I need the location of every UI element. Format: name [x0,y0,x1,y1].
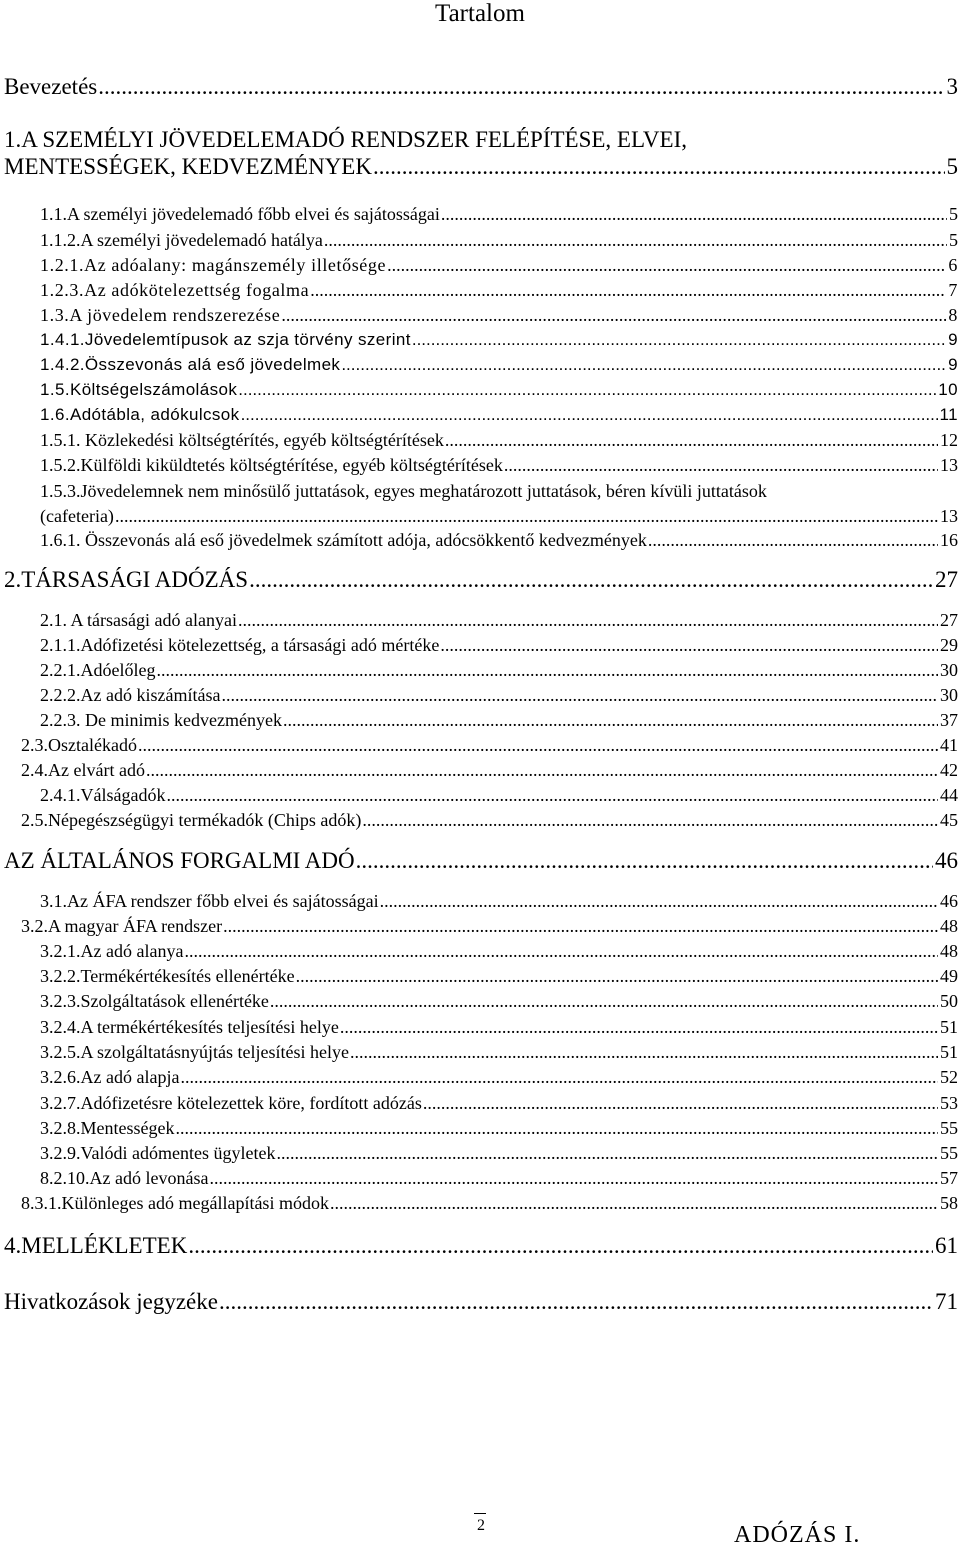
toc-entry-label: 1.5.3.Jövedelemnek nem minősülő juttatások, egyes meghatározott juttatások, béren kívüli juttatások [40,481,767,501]
toc-entry-label: 1.5.1. Közlekedési költségtérítés, egyéb költségtérítések [40,430,444,450]
toc-entry[interactable] [40,454,958,476]
toc-leader-dots [440,634,938,656]
toc-page-number: 58 [940,1193,958,1213]
toc-entry[interactable] [40,304,958,326]
toc-entry-label: 1.2.1.Az adóalany: magánszemély illetősége [40,255,387,275]
toc-entry-chapter-2[interactable] [4,567,958,593]
toc-entry-chapter-3[interactable] [4,848,958,874]
toc-leader-dots [238,379,936,401]
toc-leader-dots [373,154,945,180]
toc-leader-dots [324,229,947,251]
toc-entry-references[interactable] [4,1289,958,1315]
toc-entry-label: 1.A SZEMÉLYI JÖVEDELEMADÓ RENDSZER FELÉPÍTÉSE, ELVEI, [4,127,687,152]
toc-entry-label: 3.2.2.Termékértékesítés ellenértéke [40,966,295,986]
toc-leader-dots [156,659,938,681]
toc-leader-dots [330,1192,938,1214]
toc-entry[interactable] [21,1192,958,1214]
toc-entry-label: 3.2.4.A termékértékesítés teljesítési helye [40,1017,339,1037]
toc-entry[interactable] [40,429,958,451]
toc-page-number: 29 [940,635,958,655]
footer-page-number: 2 [477,1517,485,1534]
toc-entry-label: 1.5.Költségelszámolások [40,380,238,399]
toc-leader-dots [115,504,938,529]
toc-leader-dots [188,1233,933,1259]
toc-page-number: 9 [948,330,958,349]
toc-page-number: 13 [940,506,958,526]
toc-page-number: 9 [948,355,958,374]
toc-entry[interactable] [40,529,958,551]
toc-entry[interactable] [40,684,958,706]
toc-leader-dots [356,848,933,874]
footer-rule [474,1513,486,1514]
toc-entry[interactable] [40,279,958,301]
toc-page-number: 55 [940,1143,958,1163]
toc-entry-label: 8.2.10.Az adó levonása [40,1168,209,1188]
toc-leader-dots [340,1016,938,1038]
toc-page-number: 55 [940,1118,958,1138]
toc-leader-dots [221,684,938,706]
toc-entry-label: 3.2.3.Szolgáltatások ellenértéke [40,991,269,1011]
toc-leader-dots [249,567,933,593]
toc-entry-label: 3.2.8.Mentességek [40,1118,175,1138]
toc-page-number: 6 [948,255,958,275]
toc-leader-dots [184,940,938,962]
toc-leader-dots [138,734,938,756]
toc-entry-label: 1.1.A személyi jövedelemadó főbb elvei és sajátosságai [40,204,440,224]
toc-page-number: 46 [935,848,958,873]
toc-entry-label: 3.2.6.Az adó alapja [40,1067,180,1087]
toc-leader-dots [219,1289,933,1315]
toc-page-number: 5 [949,230,958,250]
toc-leader-dots [504,454,938,476]
toc-entry-label: 2.TÁRSASÁGI ADÓZÁS [4,567,249,592]
toc-page-number: 11 [939,405,958,424]
toc-entry-label: 3.2.7.Adófizetésre kötelezettek köre, fordított adózás [40,1093,422,1113]
toc-entry[interactable] [40,1117,958,1139]
toc-page-number: 5 [946,154,958,179]
page-title: Tartalom [435,0,525,27]
toc-leader-dots [445,429,938,451]
toc-entry[interactable] [40,1041,958,1063]
toc-entry[interactable] [40,229,958,251]
toc-entry[interactable] [40,1142,958,1164]
toc-entry-label: 4.MELLÉKLETEK [4,1233,188,1258]
toc-page-number: 52 [940,1067,958,1087]
toc-entry-label: 1.4.2.Összevonás alá eső jövedelmek [40,355,341,374]
toc-entry[interactable] [40,990,958,1012]
toc-leader-dots [648,529,938,551]
toc-entry-label: 2.1. A társasági adó alanyai [40,610,237,630]
toc-entry[interactable] [40,940,958,962]
toc-leader-dots [412,329,946,351]
toc-page-number: 16 [940,530,958,550]
toc-entry-label: 3.1.Az ÁFA rendszer főbb elvei és sajátosságai [40,891,379,911]
toc-entry[interactable] [40,1167,958,1189]
toc-entry[interactable] [40,965,958,987]
toc-page-number: 46 [940,891,958,911]
toc-entry-label: 1.1.2.A személyi jövedelemadó hatálya [40,230,323,250]
toc-leader-dots [209,1167,938,1189]
toc-entry-label: 1.3.A jövedelem rendszerezése [40,305,281,325]
toc-entry-label: AZ ÁLTALÁNOS FORGALMI ADÓ [4,848,355,873]
toc-leader-dots [175,1117,938,1139]
toc-entry[interactable] [40,1016,958,1038]
toc-page-number: 45 [940,810,958,830]
toc-leader-dots [341,354,946,376]
toc-leader-dots [180,1066,938,1088]
toc-page-number: 13 [940,455,958,475]
toc-entry[interactable] [40,203,958,225]
toc-page-number: 48 [940,941,958,961]
toc-entry-chapter-4[interactable] [4,1233,958,1259]
toc-entry-label: 2.5.Népegészségügyi termékadók (Chips adók) [21,810,362,830]
toc-page-number: 5 [949,204,958,224]
toc-entry-label: 3.2.9.Valódi adómentes ügyletek [40,1143,276,1163]
toc-entry[interactable] [40,1092,958,1114]
toc-entry-label: 1.2.3.Az adókötelezettség fogalma [40,280,310,300]
toc-leader-dots [241,404,938,426]
toc-page-number: 71 [935,1289,958,1314]
toc-page-number: 53 [940,1093,958,1113]
toc-leader-dots [223,915,938,937]
toc-leader-dots [423,1092,938,1114]
toc-leader-dots [98,74,944,100]
toc-page-number: 10 [938,380,958,399]
toc-entry-label: 3.2.5.A szolgáltatásnyújtás teljesítési helye [40,1042,349,1062]
toc-entry[interactable] [40,329,958,351]
toc-page-number: 41 [940,735,958,755]
toc-entry[interactable] [40,354,958,376]
toc-entry[interactable] [40,634,958,656]
toc-entry-label: 1.6.Adótábla, adókulcsok [40,405,240,424]
toc-entry[interactable] [21,734,958,756]
toc-page-number: 50 [940,991,958,1011]
toc-entry[interactable] [40,890,958,912]
toc-leader-dots [146,759,938,781]
toc-entry-label: 8.3.1.Különleges adó megállapítási módok [21,1193,329,1213]
toc-entry-label-continued: (cafeteria) [40,506,114,526]
toc-entry-label: 2.2.1.Adóelőleg [40,660,156,680]
toc-entry[interactable] [40,709,958,731]
toc-page-number: 7 [948,280,958,300]
toc-leader-dots [387,254,946,276]
toc-entry-label: 2.4.1.Válságadók [40,785,166,805]
toc-entry-label: 2.3.Osztalékadó [21,735,137,755]
toc-page-number: 51 [940,1017,958,1037]
toc-entry-label: 2.1.1.Adófizetési kötelezettség, a társasági adó mértéke [40,635,440,655]
toc-entry[interactable] [40,609,958,631]
toc-entry-label: 3.2.1.Az adó alanya [40,941,184,961]
toc-page-number: 44 [940,785,958,805]
toc-entry[interactable] [21,759,958,781]
toc-entry[interactable] [40,379,958,401]
toc-page-number: 30 [940,660,958,680]
toc-page-number: 8 [948,305,958,325]
toc-entry-label: 1.6.1. Összevonás alá eső jövedelmek számított adója, adócsökkentő kedvezmények [40,530,647,550]
toc-entry-chapter-1[interactable] [4,127,958,180]
toc-leader-dots [380,890,938,912]
toc-entry[interactable] [40,254,958,276]
toc-entry-label: 1.5.2.Külföldi kiküldtetés költségtérítése, egyéb költségtérítések [40,455,503,475]
toc-entry-label: 2.4.Az elvárt adó [21,760,145,780]
toc-leader-dots [441,203,947,225]
toc-page-number: 30 [940,685,958,705]
toc-page-number: 49 [940,966,958,986]
toc-page-number: 3 [946,74,958,99]
toc-entry-bevezetes[interactable] [4,74,958,100]
toc-entry[interactable] [40,784,958,806]
toc-entry[interactable] [40,404,958,426]
toc-entry[interactable] [40,1066,958,1088]
toc-entry[interactable] [21,809,958,831]
toc-entry-label-continued: MENTESSÉGEK, KEDVEZMÉNYEK [4,154,372,179]
toc-leader-dots [362,809,938,831]
toc-entry-label: 1.4.1.Jövedelemtípusok az szja törvény szerint [40,330,411,349]
toc-page-number: 57 [940,1168,958,1188]
toc-page-number: 27 [935,567,958,592]
toc-leader-dots [350,1041,938,1063]
toc-leader-dots [281,304,946,326]
toc-leader-dots [283,709,938,731]
toc-entry[interactable] [21,915,958,937]
toc-entry-label: 3.2.A magyar ÁFA rendszer [21,916,223,936]
toc-leader-dots [310,279,946,301]
toc-entry-label: 2.2.2.Az adó kiszámítása [40,685,221,705]
toc-leader-dots [238,609,938,631]
footer-title: ADÓZÁS I. [734,1522,861,1548]
toc-entry-label: Bevezetés [4,74,98,99]
toc-entry-label: 2.2.3. De minimis kedvezmények [40,710,282,730]
toc-page-number: 61 [935,1233,958,1258]
toc-entry-cafeteria[interactable] [40,479,958,529]
toc-leader-dots [296,965,938,987]
toc-page-number: 42 [940,760,958,780]
toc-leader-dots [276,1142,938,1164]
toc-page-number: 37 [940,710,958,730]
toc-page-number: 48 [940,916,958,936]
toc-entry[interactable] [40,659,958,681]
toc-page-number: 12 [940,430,958,450]
toc-leader-dots [270,990,938,1012]
toc-page-number: 51 [940,1042,958,1062]
toc-page-number: 27 [940,610,958,630]
toc-entry-label: Hivatkozások jegyzéke [4,1289,218,1314]
toc-leader-dots [166,784,938,806]
